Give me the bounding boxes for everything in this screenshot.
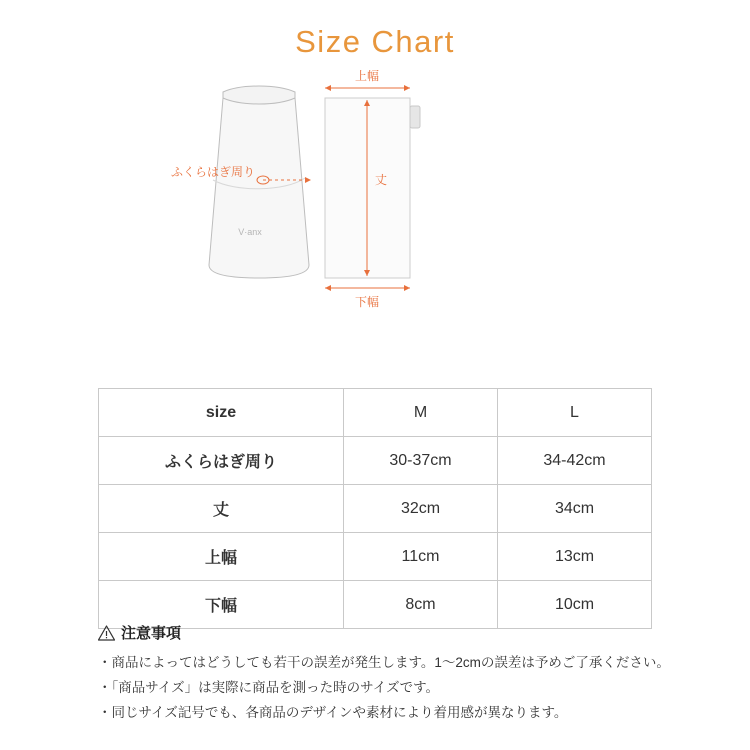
sleeve-illustration (209, 86, 309, 278)
label-calf-circumference: ふくらはぎ周り (170, 165, 255, 179)
cell-top-width-l: 13cm (498, 533, 652, 581)
table-header-l: L (498, 389, 652, 437)
cell-length-l: 34cm (498, 485, 652, 533)
note-line: ・「商品サイズ」は実際に商品を測った時のサイズです。 (98, 679, 440, 695)
size-table (98, 388, 652, 629)
row-label-top-width: 上幅 (99, 533, 344, 581)
row-label-bottom-width: 下幅 (99, 581, 344, 629)
size-table-container (98, 388, 652, 629)
top-width-dimension (325, 85, 410, 91)
row-label-length: 丈 (99, 485, 344, 533)
bottom-width-dimension (325, 285, 410, 291)
table-header-m: M (344, 389, 498, 437)
label-length: 丈 (374, 173, 388, 187)
label-bottom-width: 下幅 (354, 295, 380, 309)
cell-bottom-width-l: 10cm (498, 581, 652, 629)
warning-triangle-icon (98, 625, 115, 641)
measurement-box (325, 98, 420, 278)
table-header-row (99, 389, 652, 437)
notes-header (98, 622, 698, 643)
notes-section (98, 622, 698, 726)
table-row (99, 437, 652, 485)
note-line: ・商品によってはどうしても若干の誤差が発生します。1〜2cmの誤差は予めご了承ください。 (98, 655, 670, 670)
product-diagram (0, 70, 750, 340)
diagram-svg (145, 70, 605, 320)
sleeve-brand-mark: V·anx (238, 227, 262, 237)
cell-length-m: 32cm (344, 485, 498, 533)
page-title: Size Chart (295, 24, 455, 59)
cell-calf-l: 34-42cm (498, 437, 652, 485)
cell-calf-m: 30-37cm (344, 437, 498, 485)
row-label-calf: ふくらはぎ周り (99, 437, 344, 485)
cell-top-width-m: 11cm (344, 533, 498, 581)
label-top-width: 上幅 (354, 70, 380, 83)
table-header-size: size (99, 389, 344, 437)
table-row (99, 485, 652, 533)
table-row (99, 533, 652, 581)
note-line: ・同じサイズ記号でも、各商品のデザインや素材により着用感が異なります。 (98, 704, 568, 720)
notes-title: 注意事項 (121, 625, 182, 642)
cell-bottom-width-m: 8cm (344, 581, 498, 629)
